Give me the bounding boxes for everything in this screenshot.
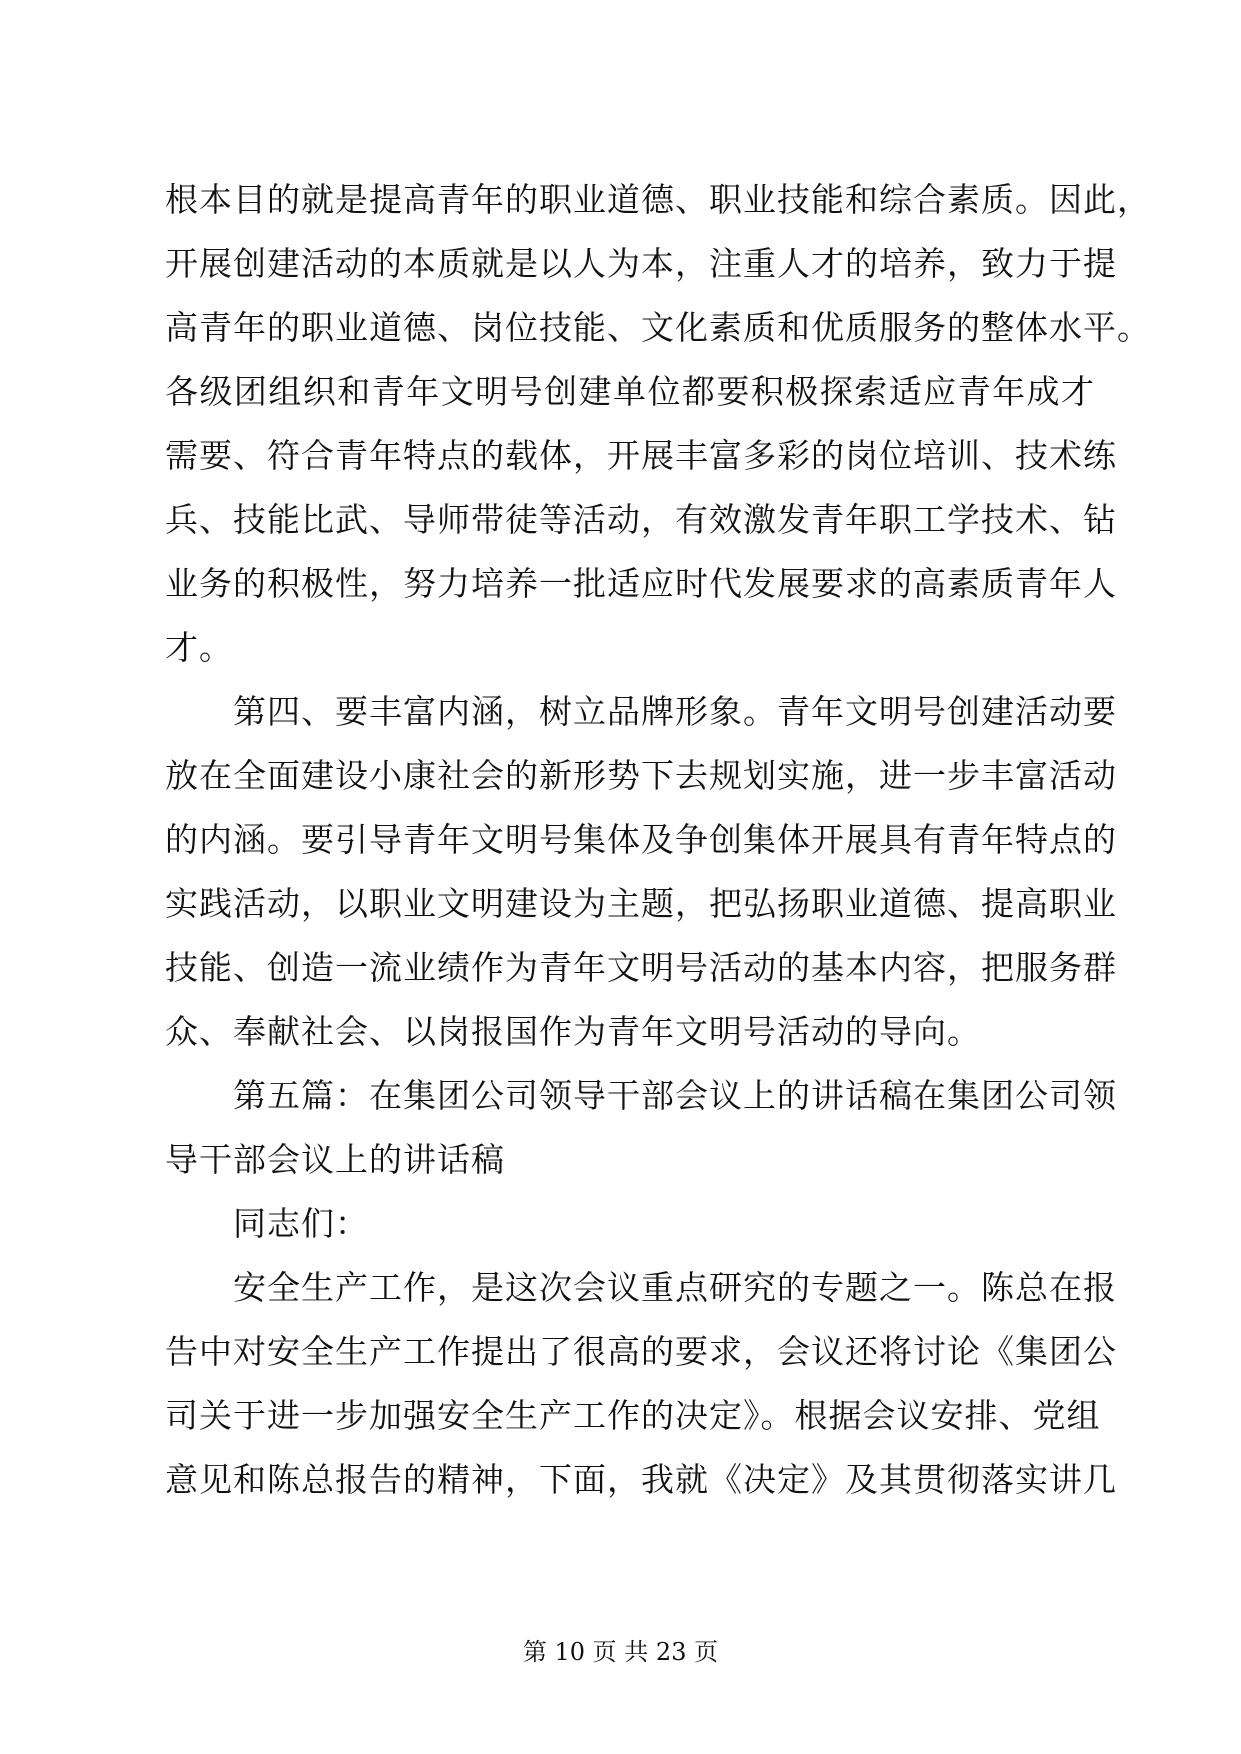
text-line: 高青年的职业道德、岗位技能、文化素质和优质服务的整体水平。: [165, 308, 1151, 347]
text-line: 根本目的就是提高青年的职业道德、职业技能和综合素质。因此，: [165, 180, 1151, 219]
paragraph: [165, 680, 1117, 1064]
text-line: 开展创建活动的本质就是以人为本，注重人才的培养，致力于提: [165, 244, 1117, 283]
text-line: 司关于进一步加强安全生产工作的决定》。根据会议安排、党组: [165, 1396, 1101, 1435]
paragraph: [165, 168, 1151, 680]
text-line: 导干部会议上的讲话稿: [165, 1140, 505, 1179]
text-line: 技能、创造一流业绩作为青年文明号活动的基本内容，把服务群: [165, 948, 1117, 987]
text-line: 第五篇：在集团公司领导干部会议上的讲话稿在集团公司领: [233, 1076, 1117, 1115]
text-line: 安全生产工作，是这次会议重点研究的专题之一。陈总在报: [233, 1268, 1117, 1307]
text-line: 同志们：: [233, 1204, 369, 1243]
document-body: [165, 168, 1151, 1512]
paragraph: [165, 1256, 1117, 1512]
text-line: 兵、技能比武、导师带徒等活动，有效激发青年职工学技术、钻: [165, 500, 1117, 539]
text-line: 意见和陈总报告的精神，下面，我就《决定》及其贯彻落实讲几: [165, 1460, 1117, 1499]
paragraph: [165, 1064, 1117, 1192]
text-line: 才。: [165, 628, 233, 667]
page-footer: 第 10 页 共 23 页: [522, 1638, 719, 1666]
text-line: 放在全面建设小康社会的新形势下去规划实施，进一步丰富活动: [165, 756, 1117, 795]
paragraph: [165, 1192, 1095, 1256]
text-line: 众、奉献社会、以岗报国作为青年文明号活动的导向。: [165, 1012, 981, 1051]
text-line: 告中对安全生产工作提出了很高的要求，会议还将讨论《集团公: [165, 1332, 1117, 1371]
text-line: 实践活动，以职业文明建设为主题，把弘扬职业道德、提高职业: [165, 884, 1117, 923]
text-line: 的内涵。要引导青年文明号集体及争创集体开展具有青年特点的: [165, 820, 1117, 859]
text-line: 需要、符合青年特点的载体，开展丰富多彩的岗位培训、技术练: [165, 436, 1117, 475]
text-line: 业务的积极性，努力培养一批适应时代发展要求的高素质青年人: [165, 564, 1117, 603]
text-line: 各级团组织和青年文明号创建单位都要积极探索适应青年成才: [165, 372, 1095, 411]
text-line: 第四、要丰富内涵，树立品牌形象。青年文明号创建活动要: [233, 692, 1117, 731]
